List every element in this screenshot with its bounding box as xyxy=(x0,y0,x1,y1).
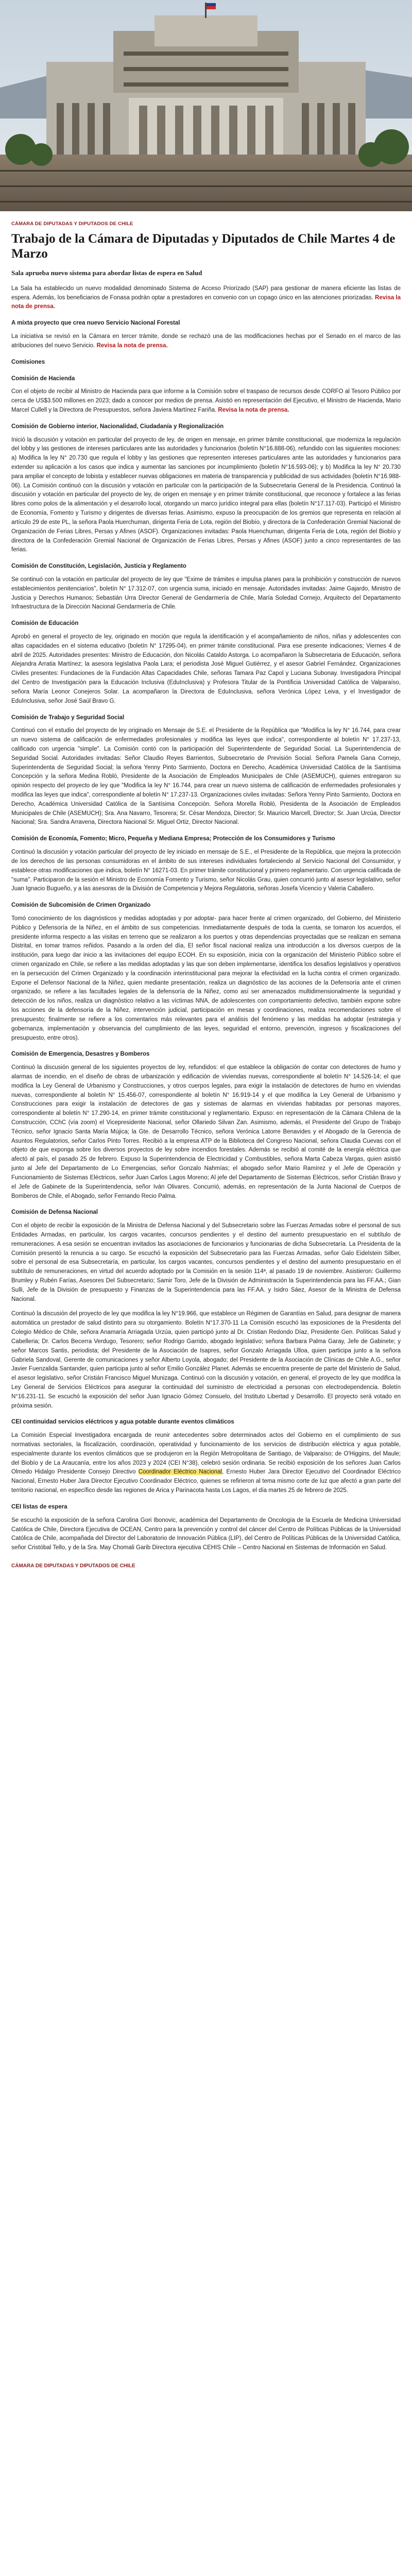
section-heading: Comisión de Hacienda xyxy=(11,375,75,382)
article-subtitle: Sala aprueba nuevo sistema para abordar listas de espera en Salud xyxy=(11,268,202,277)
paragraph: La iniciativa se revisó en la Cámara en tercer trámite, donde se rechazó una de las modificaciones hechas por el Senado en el marco de las atribuciones del nuevo Servicio. Revisa la nota de prensa. xyxy=(11,333,401,349)
paragraph: Continuó la discusión general de los siguientes proyectos de ley, refundidos: el que establece la obligación de contar con detectores de humo y alarmas de incendio, en el diseño de obras de urbanización y edificación de viviendas nuevas, correspondiente al boletín N° 14.526-14; el que modifica la Ley General de Urbanismo y Construcciones, y otros cuerpos legales, para exigir la instalación de detectores de humo en viviendas nuevas, correspondiente al boletín N° 15.456-07, correspondiente al boletín N° 16.919-14 y el que modifica la Ley General de Urbanismo y Construcciones para exigir la instalación de detectores de gas y sistemas de alarmas en viviendas habitadas por personas mayores, correspondiente al boletín N° 17.290-14, en primer trámite constitucional y reglamentario. Expuso: en representación de la Cámara Chilena de la Construcción, CChC (vía zoom) el Vicepresidente Nacional, señor Ollariedo Silvan Zan. Asimismo, además, el Presidente del Grupo de Trabajo Técnico, señor Ignacio Santa María Mújica; la Gte. de Desarrollo Técnico, señora Verónica Latorre Benavides y el Abogado de la Gerencia de Asuntos Regulatorios, señor Carlos Pinto Torres. Recibió a la empresa ATP de la Biblioteca del Congreso Nacional, señora Claudia Cuevas con el objeto de que exponga sobre los diversos proyectos de ley sobre incendios forestales. Además se recibió al comité de la energía eléctrica que afectó al país, el pasado 25 de febrero. Expuso la Superintendencia de Electricidad y Combustibles, señora Marta Cabeza Vargas, quien asistió junto al Jefe del Departamento de Lo Emergencias, señor Gonzalo Nahmías; el abogado señor Mario Ramírez y el Jefe de Operación y Funcionamiento de Sistemas Eléctricos, señor Juan Carlos Lagos Moreno; Al jefe del Departamento de Sistemas Eléctricos, señor Cristián Bravo y el Jefe de Gabinete de la Superintendencia, señor Iván Olivares. Concurrió, además, en representación de la Junta Nacional de Cuerpos de Bomberos de Chile, el Abogado, señor Fernando Recio Palma. xyxy=(11,1064,401,1199)
section-heading: Comisión de Constitución, Legislación, Justicia y Reglamento xyxy=(11,563,186,570)
paragraph: Continuó con el estudio del proyecto de ley originado en Mensaje de S.E. el Presidente de la República que "Modifica la ley N° 16.744, para crear un nuevo sistema de calificación de enfermedades profesionales y modifica las leyes que indica", correspondiente al boletín N° 17.237-13, calificado con urgencia "simple". La Comisión contó con la participación del Superintendente de Seguridad Social. La Superintendencia de Seguridad Social. Autoridades invitadas: Señor Claudio Reyes Barrientos, Subsecretario de Previsión Social. Señora Pamela Gana Cornejo, Superintendenta de Seguridad Social; la señora Yenny Pinto Sarmiento, Doctora en Derecho, Académica Universidad Católica de la Santísima Concepción y la señora Medina Robló, Presidente de la Asociación de Empleados Municipales de Chile (ASEMUCH), quienes entregaron su opinión respecto del proyecto de ley que "Modifica la ley N° 16.744, para crear un nuevo sistema de calificación de enfermedades profesionales y modifica las leyes que indica", correspondiente al boletín N° 17.237-13. Organizaciones civiles invitadas: Señora Yenny Pinto Sarmiento, Doctora en Derecho, Académica Universidad Católica de la Santísima Concepción. Señora Morella Robló, Presidenta de la Asociación de Empleados Municipales de Chile (ASEMUCH); Sra. Ana Navarro, Tesorera; Sr. César Mendoza, Director; Sr. Mauricio Marcell, Director; Sr. Juan Urcúa, Director Nacional; Sra. Sandra Arravena, Directora Nacional Sr. Miguel Ortiz, Director Nacional. xyxy=(11,727,401,826)
paragraph: Continuó la discusión y votación particular del proyecto de ley iniciado en mensaje de S.E., el Presidente de la República, que mejora la protección de los derechos de las personas consumidoras en el ámbito de sus intereses individuales fortaleciendo al Servicio Nacional del Consumidor, y establece otras modificaciones que indica, boletín N° 16271-03. En primer trámite constitucional y primero reglamentario. Con urgencia calificada de "suma". Participaron de la sesión el Ministro de Economía Fomento y Turismo, señor Nicolás Grau, quien concurrió junto al asesor legislativo, señor Juan Ignacio Bugueño, y a las asesoras de la División de Competencia y Mejora Regulatoria, señoras Josefa Vicencio y Valeria Caballero. xyxy=(11,849,401,892)
section-heading: Comisiones xyxy=(11,359,45,365)
paragraph: Con el objeto de recibir la exposición de la Ministra de Defensa Nacional y del Subsecretario sobre las Fuerzas Armadas sobre el personal de sus Entidades Armadas, en particular, los cargos vacantes, concursos pendientes y el destino del aumento presupuestario en el subtítulo de remuneraciones. A esa sesión se encuentran invitados las asociaciones de funcionarios y funcionarias de dicha Subsecretaría. La Presidenta de la Comisión presentó la renuncia a su cargo. Se escuchó la exposición del Subsecretario para las Fuerzas Armadas, señor Galo Eidelstein Silber, sobre el personal de esa Subsecretaría, en particular, los cargos vacantes, concursos pendientes y el destino del aumento presupuestario en el subtítulo de remuneraciones, en virtud del acuerdo adoptado por la Comisión en la sesión 114ª, al pasado 19 de noviembre. Asistieron: Guillermo Brumley y Rubén Farías, Asesores Del Subsecretario; Samir Toro, Jefe de la División de Administración la Superintendencia para las FF.AA.; Gian Sulli, Jefe de la División de presupuesto y Finanzas de la Superintendencia para las FF.AA. y Isidro Sáez, Asesor de la Ministra de Defensa Nacional. xyxy=(11,1223,401,1302)
paragraph: La Comisión Especial Investigadora encargada de reunir antecedentes sobre determinados actos del Gobierno en el cumplimiento de sus normativas sectoriales, la fiscalización, coordinación, operatividad y funcionamiento de los servicios de distribución eléctrica y agua potable, especialmente durante los eventos climáticos que se produjeron en la Región Metropolitana de Santiago, de Valparaíso; de O'Higgins, del Maule; del Biobío y de La Araucanía, entre los años 2023 y 2024 (CEI N°38), celebró sesión ordinaria. Se recibió exposición de los señores Juan Carlos Olmedo Hidalgo Presidente Consejo Directivo Coordinador Eléctrico Nacional, Ernesto Huber Jara Director Ejecutivo del Coordinador Eléctrico Nacional, Ernesto Huber Jara Director Ejecutivo Coordinador Eléctrico, quienes se refirieron al tema mismo corte de luz que afectó a gran parte del territorio nacional, en específico desde las regiones de Arica y Parinacota hasta Los Lagos, el día martes 25 de febrero de 2025. xyxy=(11,1432,401,1494)
hero-image xyxy=(0,0,412,211)
press-note-link[interactable]: Revisa la nota de prensa. xyxy=(11,294,401,310)
paragraph: Con el objeto de recibir al Ministro de Hacienda para que informe a la Comisión sobre el traspaso de recursos desde CORFO al Tesoro Público por cerca de US$3.500 millones en 2023; dado a conocer por medios de prensa. Asistió en representación del Ejecutivo, el Ministro de Hacienda, Mario Marcel Cullell y la Directora de Presupuestos, señora Javiera Martínez Fariña. Revisa la nota de prensa. xyxy=(11,388,401,413)
category-label[interactable]: CÁMARA DE DIPUTADAS Y DIPUTADOS DE CHILE xyxy=(11,221,133,227)
section-heading: Comisión de Defensa Nacional xyxy=(11,1209,98,1216)
paragraph: Inició la discusión y votación en particular del proyecto de ley, de origen en mensaje, en primer trámite constitucional, que moderniza la regulación del lobby y las gestiones de intereses particulares ante las autoridades y funcionarios (boletín N°16.888-06), refundido con las siguientes mociones: a) Modifica la ley N° 20.730 que regula el lobby y las gestiones que representen intereses particulares ante las autoridades y funcionarios para extender su aplicación a los casos que indica y aumentar las sanciones por incumplimiento (boletín N°16.593-06); y b) Modifica la ley N° 20.730 para ampliar el concepto de lobista y establecer nuevas obligaciones en materia de transparencia y publicidad de sus actividades (boletín N°16.988-06). La Comisión continuó con la discusión y votación en particular con la participación de la Subsecretaria General de la Presidencia. Continuó la discusión y votación en particular del proyecto de ley, de origen en mensaje y en primer trámite constitucional, que reconoce y fortalece a las ferias libres como polos de la alimentación y el desarrollo local, otorgando un marco jurídico integral para ellas (boletín N°17.117-03). Participó el Ministro de Economía, Fomento y Turismo y dirigentes de diversas ferias. Asimismo, expuso la preocupación de los gremios que representa en relación al artículo 29 de este PL, la señora Paola Huerchuman, dirigenta Feria de Lota, región del Biobío, y directora de la Confederación Gremial Nacional de Organización de Ferias Libres, Persas y Afines (ASOF). Organizaciones invitadas: Paola Huenchuman, dirigenta Feria de Lota, región del Biobío y directora de la Confederación Gremial Nacional de Organización de Ferias Libres, Persas y Afines (ASOF) junto a cinco representantes de las ferias. xyxy=(11,436,401,553)
press-note-link[interactable]: Revisa la nota de prensa. xyxy=(96,342,168,349)
section-heading: CEI continuidad servicios eléctricos y agua potable durante eventos climáticos xyxy=(11,1419,234,1426)
congress-building-photo xyxy=(0,0,412,211)
paragraph: Se escuchó la exposición de la señora Carolina Gori Ibonovic, académica del Departamento de Oncología de la Escuela de Medicina Universidad Católica de Chile, Directora Ejecutiva de OCEAN, Centro para la prevención y control del cáncer del Centro de Políticas Públicas de la Universidad Católica de Chile, acompañada del Director del Laboratorio de Innovación Pública (LIP), del Centro de Políticas Públicas de la Universidad Católica, señor Cristóbal Tello, y de la Sra. May Chomali Garib Directora ejecutiva CEHIS Chile – Centro Nacional en Sistemas de Información en Salud. xyxy=(11,1517,401,1551)
section-heading: A mixta proyecto que crea nuevo Servicio Nacional Forestal xyxy=(11,320,180,327)
paragraph: Se continuó con la votación en particular del proyecto de ley que "Exime de trámites e impulsa planes para la prohibición y construcción de nuevos establecimientos penitenciarios", boletín N° 17.312-07, con urgencia suma, iniciado en mensaje. Autoridades invitadas: Jaime Gajardo, Ministro de Justicia y Derechos Humanos; Sebastián Urra Director General de Gendarmería de Chile, María Soledad Cornejo, Arquitecto del Departamento Infraestructura de la Dirección Nacional Gendarmería de Chile. xyxy=(11,576,401,611)
paragraph: La Sala ha establecido un nuevo modalidad denominado Sistema de Acceso Priorizado (SAP) para gestionar de manera eficiente las listas de espera. Además, los beneficiarios de Fonasa podrán optar a prestadores en convenio con un copago único en las atenciones priorizadas. Revisa la nota de prensa. xyxy=(11,285,401,310)
footer-category-label[interactable]: CÁMARA DE DIPUTADAS Y DIPUTADOS DE CHILE xyxy=(11,1563,135,1569)
section-heading: Comisión de Gobierno interior, Nacionalidad, Ciudadanía y Regionalización xyxy=(11,423,224,430)
section-heading: Comisión de Subcomisión de Crimen Organizado xyxy=(11,902,151,909)
section-heading: Comisión de Educación xyxy=(11,620,79,627)
paragraph: Tomó conocimiento de los diagnósticos y medidas adoptadas y por adoptar- para hacer frente al crimen organizado, del Gobierno, del Ministerio Público y Defensoría de la Niñez, en el ámbito de sus competencias. Inmediatamente después de toda la cuenta, se tomaron los acuerdos, el presidente informa respecto a las visitas en terreno que se realizaron a los puertos y otras dependencias proyectadas que se realizan en semana Distrital, en tomar tramos reñidos. Pasando a la orden del día, El señor fiscal nacional realiza una introducción a los diversos cuerpos de la institución, para luego dar inicio a las invitaciones del equipo ECOH. En su exposición, inicia con la organización del Ministerio Público sobre el crimen organizado en Chile, se refiere a las medidas adoptadas y las que son deben implementarse, identifica los desafíos legislativos y operativos en la persecución del Crimen Organizado y la coordinación interinstitucional para mejorar la efectividad en la lucha contra el crimen organizado. Expone el Defensor Nacional de la Niñez, quien mediante presentación, realiza un diagnóstico de las acciones de la Defensoría ante el crimen organizado, se refiere a las facultades legales de la defensoría de la Niñez, como así ser amenazados multidimensionalmente la seguridad y detección de los niños, realiza un diagnóstico relativo a las víctimas NNA, de adolescentes con comportamiento defectivo, también expone sobre los acciones de la defensoría de la Niñez, intervención judicial, participación en mesas y coordinaciones, realiza recomendaciones sobre el presupuesto; finalmente se refiere a los comentarios más relevantes para el análisis del fenómeno y las medidas ha adoptar (estrategia y gobernanza, implementación y observancia del cumplimiento de las leyes, seguridad el entorno, prevención, ingresos y fiscalizaciones del presupuesto, entre otros). xyxy=(11,915,401,1041)
press-note-link[interactable]: Revisa la nota de prensa. xyxy=(218,406,289,413)
paragraph: Continuó la discusión del proyecto de ley que modifica la ley N°19.966, que establece un Régimen de Garantías en Salud, para designar de manera automática un prestador de salud distinto para su otorgamiento. Boletín N°17.370-11 La Comisión escuchó las exposiciones de la Presidenta del Colegio Médico de Chile, señora Anamaría Arriagada Urzúa, quien participó junto al Dr. Cristian Redondo Díaz, Presidente Gen. Políticas Salud y Cabelleria; Dr. Carlos Becerra Verdugo, Tesorero; señor Rodrigo Garrido, abogado legislativo; señora Barbara Palma Garay, Jefe de Gabinete; y señor Marcos Santis, periodista; del Presidente de la Asociación de Isapres, señor Gonzalo Arriagada Ulloa, quien participa junto a la señora Gabriela Sandoval, Gerente de comunicaciones y señor Alberto Loyola, abogado; del Presidente de la Asociación de Clínicas de Chile A.G., señor Javier Fuenzalida Santander, quien participa junto al señor Emilio González Planet. Además se encuentra presente de parte del Ministerio de Salud, el asesor legislativo, señor Cristián Francisco Miguel Munizaga. Continuó con la discusión y votación, en general, el proyecto de ley que modifica la Ley General de Servicios Eléctricos para asegurar la continuidad del suministro de electricidad a personas con electrodependencia. Boletín N°16.231-11. Se escuchó la exposición del señor Juan Ignacio Gómez Consuelo, del Instituto Libertad y Desarrollo. El proyecto será votado en próxima sesión. xyxy=(11,1311,401,1409)
section-heading: Comisión de Economía, Fomento; Micro, Pequeña y Mediana Empresa; Protección de los Consumidores y Turismo xyxy=(11,836,335,842)
section-heading: Comisión de Trabajo y Seguridad Social xyxy=(11,714,125,721)
section-heading: Comisión de Emergencia, Desastres y Bomberos xyxy=(11,1051,150,1058)
section-heading: CEI listas de espera xyxy=(11,1503,67,1510)
paragraph: Aprobó en general el proyecto de ley, originado en moción que regula la identificación y el acompañamiento de niños, niñas y adolescentes con altas capacidades en el sistema educativo (boletín N° 17295-04), en primer trámite constitucional. Para ese presente indicaciones; Viernes 4 de abril de 2025. Autoridades presentes: Ministro de Educación, don Nicolás Cataldo Astorga. Lo acompañaron la Subsecretaria de Educación, señora Alejandra Arratia Martínez; la asesora legislativa Paola Lara; el periodista José Miguel Gutiérrez, y el asesor Gabriel Fernández. Organizaciones Civiles presentes: Fundaciones de la Fundación Altas Capacidades Chile, señoras Tamara Paz Capol y Luciana Subonay. Investigadora Principal del Centro de Investigación para la Educación Inclusiva (EduInclusiva) y Profesora Titular de la Pontificia Universidad Católica de Valparaíso, señora María Leonor Conejeros Solar. La acompañaron la Directora de EduInclusiva, señora Verónica López Leiva, y el Investigador de EduInclusiva, señor José Saúl Bravo G. xyxy=(11,634,401,704)
article xyxy=(0,211,412,1580)
page-title: Trabajo de la Cámara de Diputadas y Diputados de Chile Martes 4 de Marzo xyxy=(11,231,396,261)
highlighted-text: Coordinador Eléctrico Nacional xyxy=(138,1469,222,1476)
